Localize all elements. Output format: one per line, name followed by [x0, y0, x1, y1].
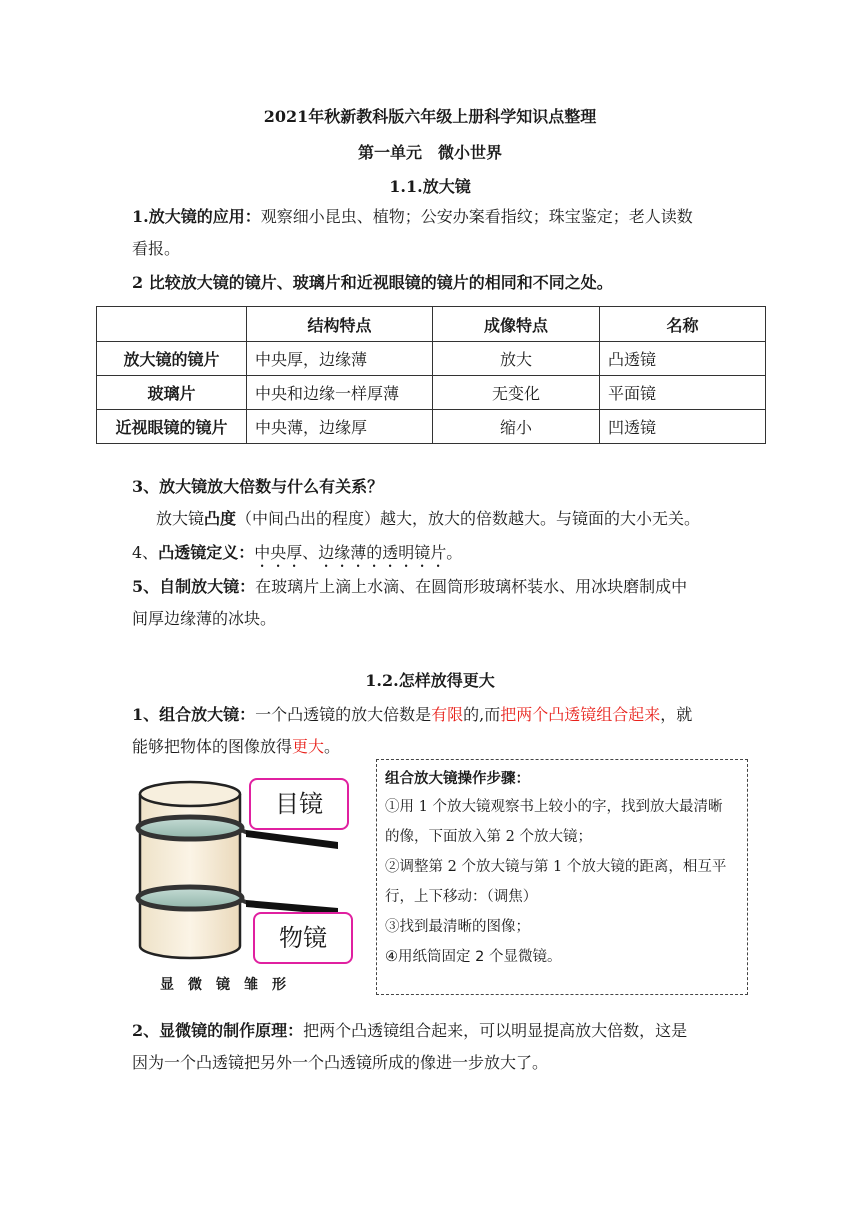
step-1-cont: 的像，下面放入第 2 个放大镜； — [385, 829, 592, 845]
item1-text: 的,而 — [463, 705, 501, 724]
step-2-cont: 行，上下移动：（调焦） — [385, 889, 538, 905]
item2-text: 把两个凸透镜组合起来，可以明显提高放大倍数，这是 — [303, 1021, 688, 1040]
objective-label: 物镜 — [253, 912, 353, 964]
steps-title: 组合放大镜操作步骤： — [385, 770, 530, 787]
step-4: ④用纸筒固定 2 个显微镜。 — [385, 949, 562, 965]
lesson1-item3-answer — [156, 504, 746, 534]
table-row — [97, 410, 766, 444]
table-header-cell — [97, 307, 247, 342]
table-cell: 平面镜 — [600, 376, 766, 410]
lesson1-item2: 2 比较放大镜的镜片、玻璃片和近视眼镜的镜片的相同和不同之处。 — [132, 273, 613, 292]
answer-text: 放大镜 — [156, 509, 205, 528]
table-cell: 近视眼镜的镜片 — [97, 410, 247, 444]
operation-steps-box — [376, 759, 748, 995]
lesson2-item2 — [132, 1016, 732, 1046]
item2-label: 2、显微镜的制作原理： — [132, 1021, 304, 1040]
item1-text: 能够把物体的图像放得 — [132, 737, 293, 756]
highlight-text: 更大 — [292, 737, 325, 756]
table-row — [97, 342, 766, 376]
table-cell: 无变化 — [433, 376, 600, 410]
item1-text: ，就 — [660, 705, 693, 724]
lesson2-item1-cont — [132, 732, 732, 762]
eyepiece-lens — [138, 817, 242, 839]
step-3: ③找到最清晰的图像； — [385, 919, 530, 935]
unit-title: 第一单元 微小世界 — [357, 143, 502, 162]
table-cell: 中央薄，边缘厚 — [247, 410, 433, 444]
item5-text: 在玻璃片上滴上水滴、在圆筒形玻璃杯装水、用冰块磨制成中 — [255, 577, 688, 596]
figure-caption: 显 微 镜 雏 形 — [160, 977, 286, 993]
highlight-text: 有限 — [431, 705, 464, 724]
lesson1-item1 — [132, 202, 732, 232]
table-cell: 中央和边缘一样厚薄 — [247, 376, 433, 410]
table-cell: 放大镜的镜片 — [97, 342, 247, 376]
item4-label: 凸透镜定义： — [158, 543, 255, 562]
item1-text: 观察细小昆虫、植物；公安办案看指纹；珠宝鉴定；老人读数 — [260, 207, 693, 226]
table-cell: 放大 — [433, 342, 600, 376]
table-header-cell: 结构特点 — [247, 307, 433, 342]
eyepiece-handle — [246, 830, 338, 849]
table-cell: 缩小 — [433, 410, 600, 444]
eyepiece-label: 目镜 — [249, 778, 349, 830]
table-cell: 凹透镜 — [600, 410, 766, 444]
document-title: 2021年秋新教科版六年级上册科学知识点整理 — [263, 107, 597, 126]
answer-keyword: 凸度 — [204, 509, 237, 528]
table-cell: 玻璃片 — [97, 376, 247, 410]
step-1: ①用 1 个放大镜观察书上较小的字，找到放大最清晰 — [385, 799, 723, 815]
lesson2-item2-cont: 因为一个凸透镜把另外一个凸透镜所成的像进一步放大了。 — [132, 1053, 549, 1072]
item1-text: 。 — [324, 737, 341, 756]
lesson2-heading: 1.2.怎样放得更大 — [365, 671, 495, 690]
tube-top-rim — [140, 782, 240, 806]
lesson1-item3-question: 3、放大镜放大倍数与什么有关系？ — [132, 477, 384, 496]
lesson1-item1-cont: 看报。 — [132, 239, 181, 258]
item1-label: 1、组合放大镜： — [132, 705, 256, 724]
table-header-row — [97, 307, 766, 342]
table-cell: 凸透镜 — [600, 342, 766, 376]
lesson2-item1 — [132, 700, 732, 730]
table-header-cell: 名称 — [600, 307, 766, 342]
item4-number: 4、 — [132, 543, 159, 562]
lesson1-item5 — [132, 572, 732, 602]
lesson1-item4 — [132, 538, 732, 571]
lens-comparison-table — [96, 306, 766, 444]
item4-text: 中央厚、边缘薄的透明镜片。 — [254, 543, 463, 562]
table-cell: 中央厚，边缘薄 — [247, 342, 433, 376]
item1-label: 1.放大镜的应用： — [132, 207, 261, 226]
item5-label: 5、自制放大镜： — [132, 577, 256, 596]
objective-lens — [138, 887, 242, 909]
table-header-cell: 成像特点 — [433, 307, 600, 342]
highlight-text: 把两个凸透镜组合起来 — [500, 705, 661, 724]
lesson1-heading: 1.1.放大镜 — [389, 177, 471, 196]
answer-text: （中间凸出的程度）越大，放大的倍数越大。与镜面的大小无关。 — [236, 509, 701, 528]
lesson1-item5-cont: 间厚边缘薄的冰块。 — [132, 609, 277, 628]
item1-text: 一个凸透镜的放大倍数是 — [255, 705, 432, 724]
table-row — [97, 376, 766, 410]
step-2: ②调整第 2 个放大镜与第 1 个放大镜的距离，相互平 — [385, 859, 727, 875]
